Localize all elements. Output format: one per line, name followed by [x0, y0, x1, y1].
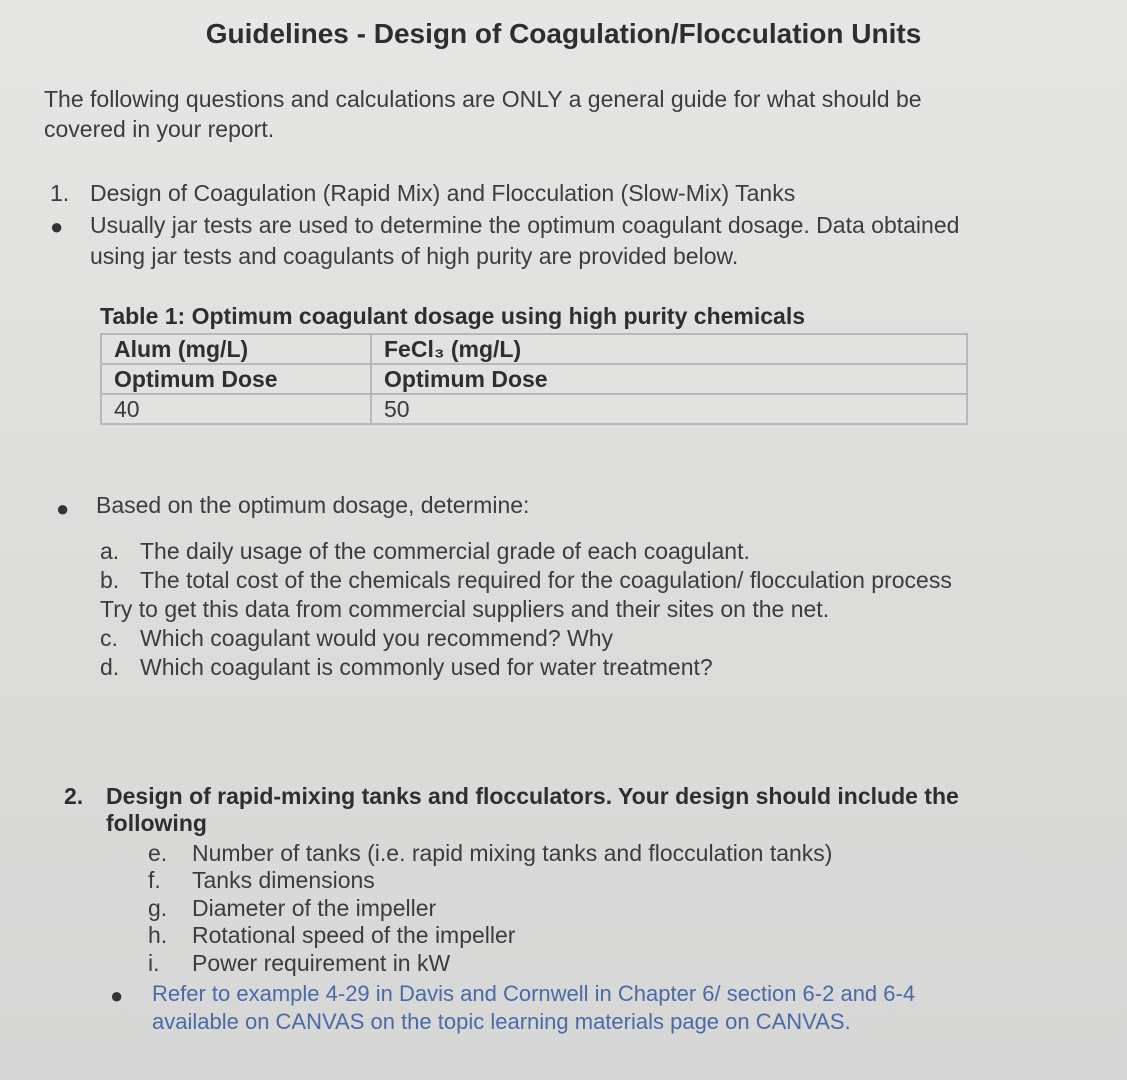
list-item	[100, 538, 750, 565]
list-item-text: The total cost of the chemicals required for the coagulation/ flocculation process	[140, 567, 952, 593]
list-item-text: Rotational speed of the impeller	[192, 922, 516, 948]
section1-heading: Design of Coagulation (Rapid Mix) and Flocculation (Slow-Mix) Tanks	[90, 180, 796, 206]
list-item-text: The daily usage of the commercial grade of each coagulant.	[140, 538, 750, 564]
section2-heading-line-2: following	[106, 810, 207, 836]
list-item-text: Which coagulant would you recommend? Why	[140, 625, 614, 651]
list-item-label: h.	[148, 922, 168, 948]
section1-bullet-line-2: using jar tests and coagulants of high purity are provided below.	[90, 243, 739, 269]
list-item-label: a.	[100, 538, 120, 564]
list-item	[148, 895, 436, 922]
list-item-text: Diameter of the impeller	[192, 895, 437, 921]
section2-heading-line-1: Design of rapid-mixing tanks and flocculators. Your design should include the	[106, 783, 959, 809]
dosage-table	[100, 333, 968, 425]
table-row	[101, 394, 967, 424]
list-item-label: e.	[148, 840, 168, 866]
page-title: Guidelines - Design of Coagulation/Flocculation Units	[205, 18, 922, 49]
table-subheader-alum: Optimum Dose	[101, 364, 371, 394]
list-item	[148, 840, 832, 867]
list-item-label: f.	[148, 867, 161, 893]
table-value-alum: 40	[101, 394, 371, 424]
list-item-text: Power requirement in kW	[192, 950, 451, 976]
list-item	[100, 596, 829, 623]
based-on-text: Based on the optimum dosage, determine:	[96, 492, 530, 518]
list-item	[100, 567, 952, 594]
intro-line-2: covered in your report.	[44, 116, 275, 142]
bullet-icon: ●	[50, 214, 64, 239]
table-row	[101, 334, 967, 364]
table-caption: Table 1: Optimum coagulant dosage using high purity chemicals	[100, 303, 806, 329]
list-item-text: Tanks dimensions	[192, 867, 375, 893]
table-subheader-fecl3: Optimum Dose	[371, 364, 967, 394]
list-item-text: Which coagulant is commonly used for water treatment?	[140, 654, 713, 680]
table-header-fecl3: FeCl₃ (mg/L)	[371, 334, 967, 364]
table-row	[101, 364, 967, 394]
section2-number: 2.	[64, 783, 84, 809]
reference-line-2: available on CANVAS on the topic learning materials page on CANVAS.	[152, 1009, 851, 1034]
bullet-icon: ●	[56, 496, 70, 521]
list-item-text: Number of tanks (i.e. rapid mixing tanks and flocculation tanks)	[192, 840, 833, 866]
list-item	[148, 922, 515, 949]
list-item	[100, 654, 713, 681]
list-item-label: i.	[148, 950, 160, 976]
list-item-label: b.	[100, 567, 120, 593]
bullet-icon: ●	[110, 983, 124, 1008]
list-item	[148, 950, 450, 977]
reference-line-1: Refer to example 4-29 in Davis and Cornwell in Chapter 6/ section 6-2 and 6-4	[152, 981, 916, 1006]
list-item-label: d.	[100, 654, 120, 680]
section1-number: 1.	[50, 180, 70, 206]
list-item	[100, 625, 613, 652]
list-item	[148, 867, 375, 894]
list-item-label: c.	[100, 625, 118, 651]
intro-line-1: The following questions and calculations are ONLY a general guide for what should be	[44, 86, 922, 112]
list-item-text: Try to get this data from commercial suppliers and their sites on the net.	[100, 596, 830, 622]
table-value-fecl3: 50	[371, 394, 967, 424]
section1-bullet-line-1: Usually jar tests are used to determine the optimum coagulant dosage. Data obtained	[90, 212, 960, 238]
table-header-alum: Alum (mg/L)	[101, 334, 371, 364]
list-item-label: g.	[148, 895, 168, 921]
